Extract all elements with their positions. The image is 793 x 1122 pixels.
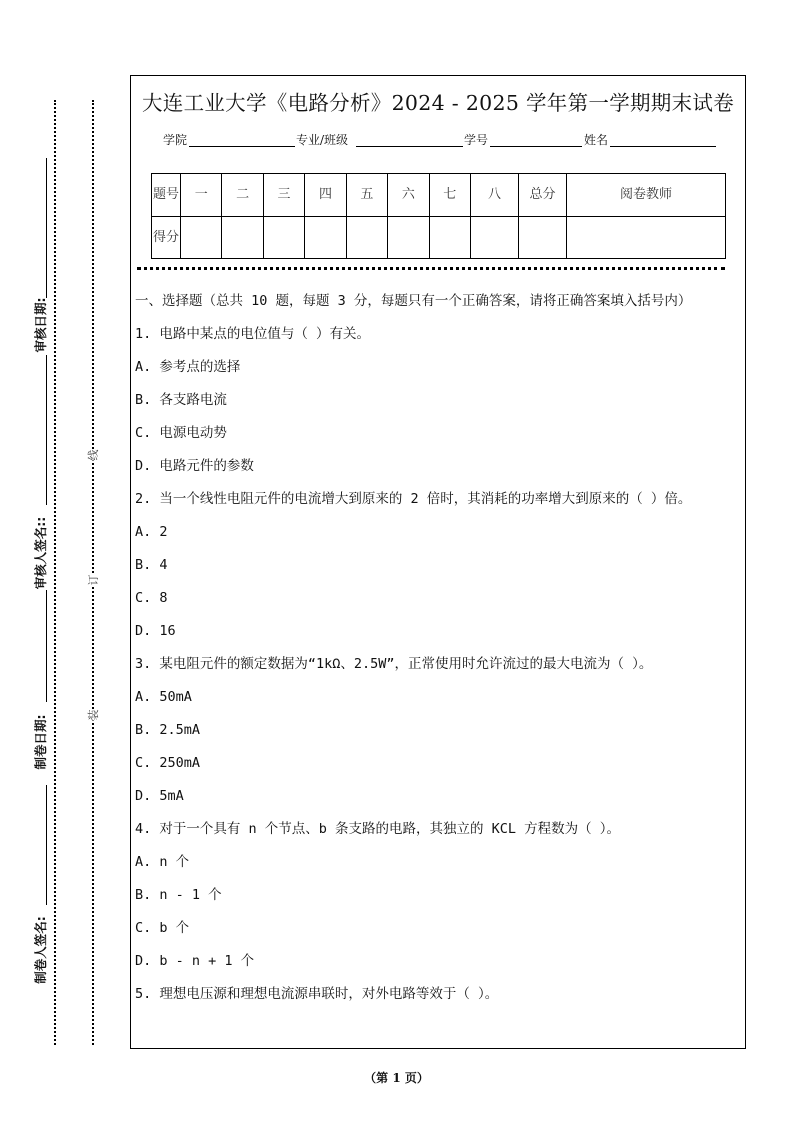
option: B. 4 [135, 557, 168, 573]
binding-mark-xian: 线 [83, 450, 103, 461]
score-cell[interactable] [388, 217, 429, 259]
question-3: 3. 某电阻元件的额定数据为“1kΩ、2.5W”，正常使用时允许流过的最大电流为（ ）。 [135, 656, 653, 672]
maker-date-label: 制卷日期: [33, 714, 48, 770]
col-2: 二 [222, 174, 263, 217]
option: A. 参考点的选择 [135, 359, 241, 375]
option: C. 电源电动势 [135, 425, 227, 441]
separator-dotted [137, 267, 725, 270]
college-label: 学院 [163, 133, 188, 147]
question-4: 4. 对于一个具有 n 个节点、b 条支路的电路，其独立的 KCL 方程数为（ ）。 [135, 821, 621, 837]
maker-date-line [46, 590, 47, 702]
exam-title: 大连工业大学《电路分析》2024 - 2025 学年第一学期期末试卷 [141, 91, 735, 115]
student-id-label: 学号 [464, 133, 489, 147]
option: B. 各支路电流 [135, 392, 227, 408]
college-field[interactable] [189, 146, 295, 147]
col-total: 总分 [519, 174, 567, 217]
row-label-question-number: 题号 [152, 174, 181, 217]
option: C. b 个 [135, 920, 190, 936]
score-cell-total[interactable] [519, 217, 567, 259]
name-field[interactable] [610, 146, 716, 147]
score-cell[interactable] [346, 217, 387, 259]
row-label-score: 得分 [152, 217, 181, 259]
option: A. n 个 [135, 854, 190, 870]
option: A. 50mA [135, 689, 192, 705]
binding-mark-zhuang: 装 [83, 710, 103, 721]
option: B. n - 1 个 [135, 887, 222, 903]
option: A. 2 [135, 524, 168, 540]
option: D. 电路元件的参数 [135, 458, 254, 474]
col-grader: 阅卷教师 [567, 174, 726, 217]
option: C. 8 [135, 590, 168, 606]
section-heading: 一、选择题（总共 10 题，每题 3 分，每题只有一个正确答案，请将正确答案填入括号内） [135, 293, 692, 309]
col-7: 七 [429, 174, 470, 217]
col-4: 四 [305, 174, 346, 217]
reviewer-sign-line [46, 355, 47, 505]
student-id-field[interactable] [490, 146, 582, 147]
col-6: 六 [388, 174, 429, 217]
col-8: 八 [471, 174, 519, 217]
score-cell[interactable] [429, 217, 470, 259]
reviewer-date-label: 审核日期: [33, 297, 48, 353]
option: B. 2.5mA [135, 722, 201, 738]
major-class-label: 专业/班级 [296, 133, 349, 147]
score-cell[interactable] [181, 217, 222, 259]
score-cell[interactable] [222, 217, 263, 259]
col-5: 五 [346, 174, 387, 217]
option: D. b - n + 1 个 [135, 953, 255, 969]
reviewer-date-line [46, 158, 47, 298]
question-2: 2. 当一个线性电阻元件的电流增大到原来的 2 倍时，其消耗的功率增大到原来的（ ）倍。 [135, 491, 692, 507]
option: D. 5mA [135, 788, 184, 804]
option: C. 250mA [135, 755, 201, 771]
score-cell[interactable] [263, 217, 304, 259]
maker-sign-label: 制卷人签名: [33, 916, 48, 984]
major-class-field[interactable] [356, 146, 463, 147]
name-label: 姓名 [584, 133, 609, 147]
binding-mark-ding: 订 [83, 575, 103, 586]
score-cell[interactable] [471, 217, 519, 259]
score-cell-grader[interactable] [567, 217, 726, 259]
question-5: 5. 理想电压源和理想电流源串联时，对外电路等效于（ ）。 [135, 986, 499, 1002]
question-section [135, 290, 735, 1016]
reviewer-sign-label: 审核人签名:: [33, 516, 48, 590]
option: D. 16 [135, 623, 176, 639]
maker-sign-line [46, 785, 47, 905]
col-3: 三 [263, 174, 304, 217]
score-cell[interactable] [305, 217, 346, 259]
cut-line-outer [54, 100, 56, 1045]
score-table [151, 173, 726, 259]
col-1: 一 [181, 174, 222, 217]
cut-line-binding [92, 100, 94, 1045]
question-1: 1. 电路中某点的电位值与（ ）有关。 [135, 326, 371, 342]
page-number: （第 1 页） [364, 1071, 429, 1085]
